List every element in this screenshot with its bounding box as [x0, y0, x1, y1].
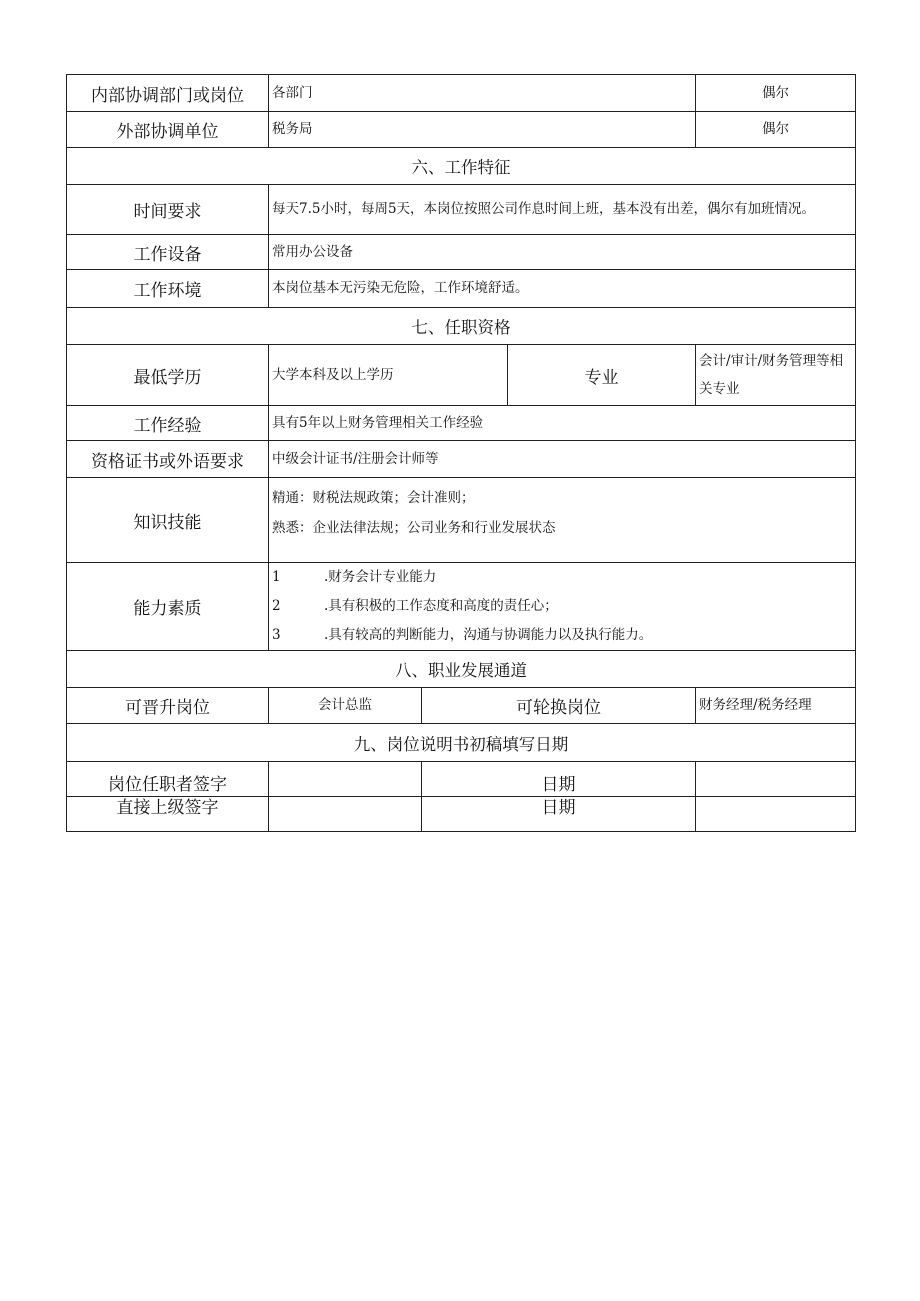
holder-date-label: 日期 — [422, 762, 696, 797]
ability-item-number: 1 — [272, 569, 281, 585]
external-coordination-row — [67, 112, 856, 148]
major-label: 专业 — [508, 345, 696, 406]
knowledge-skills-value — [269, 478, 856, 563]
ability-item — [272, 563, 852, 592]
ability-item-number: 3 — [272, 627, 281, 643]
supervisor-date-label: 日期 — [422, 797, 696, 832]
section-8-title: 八、职业发展通道 — [67, 651, 856, 688]
ability-label: 能力素质 — [67, 563, 269, 651]
internal-coordination-row — [67, 75, 856, 112]
holder-signature-row — [67, 762, 856, 797]
work-equipment-row — [67, 235, 856, 270]
supervisor-signature-row — [67, 797, 856, 832]
work-equipment-label: 工作设备 — [67, 235, 269, 270]
external-coordination-label: 外部协调单位 — [67, 112, 269, 148]
form-table — [66, 74, 856, 832]
rotation-position-value: 财务经理/税务经理 — [696, 688, 856, 724]
skill-line-proficient: 精通：财税法规政策；会计准则； — [272, 490, 475, 506]
internal-coordination-frequency: 偶尔 — [696, 75, 856, 112]
work-environment-label: 工作环境 — [67, 270, 269, 308]
ability-item-text: .具有积极的工作态度和高度的责任心； — [324, 598, 558, 614]
section-9-title: 九、岗位说明书初稿填写日期 — [67, 724, 856, 762]
section-8-header-row — [67, 651, 856, 688]
knowledge-skills-label: 知识技能 — [67, 478, 269, 563]
ability-list — [269, 563, 856, 651]
section-7-title: 七、任职资格 — [67, 308, 856, 345]
certificate-value: 中级会计证书/注册会计师等 — [269, 441, 856, 478]
skill-line-familiar: 熟悉：企业法律法规；公司业务和行业发展状态 — [272, 520, 556, 536]
ability-item-text: .具有较高的判断能力，沟通与协调能力以及执行能力。 — [324, 627, 653, 643]
ability-item — [272, 621, 852, 650]
section-9-header-row — [67, 724, 856, 762]
job-description-form — [66, 74, 855, 832]
section-6-header-row — [67, 148, 856, 185]
work-environment-row — [67, 270, 856, 308]
work-experience-value: 具有5年以上财务管理相关工作经验 — [269, 406, 856, 441]
holder-signature-field[interactable] — [269, 762, 422, 797]
promotion-position-label: 可晋升岗位 — [67, 688, 269, 724]
min-education-label: 最低学历 — [67, 345, 269, 406]
certificate-label: 资格证书或外语要求 — [67, 441, 269, 478]
section-7-header-row — [67, 308, 856, 345]
knowledge-skills-row — [67, 478, 856, 563]
internal-coordination-value: 各部门 — [269, 75, 696, 112]
certificate-row — [67, 441, 856, 478]
ability-item — [272, 592, 852, 621]
work-experience-label: 工作经验 — [67, 406, 269, 441]
promotion-position-value: 会计总监 — [269, 688, 422, 724]
holder-signature-label: 岗位任职者签字 — [67, 762, 269, 797]
career-path-row — [67, 688, 856, 724]
external-coordination-value: 税务局 — [269, 112, 696, 148]
major-value: 会计/审计/财务管理等相关专业 — [696, 345, 856, 406]
external-coordination-frequency: 偶尔 — [696, 112, 856, 148]
supervisor-signature-label: 直接上级签字 — [67, 797, 269, 832]
min-education-value: 大学本科及以上学历 — [269, 345, 508, 406]
work-environment-value: 本岗位基本无污染无危险，工作环境舒适。 — [269, 270, 856, 308]
internal-coordination-label: 内部协调部门或岗位 — [67, 75, 269, 112]
rotation-position-label: 可轮换岗位 — [422, 688, 696, 724]
ability-row — [67, 563, 856, 651]
time-requirement-label: 时间要求 — [67, 185, 269, 235]
ability-item-number: 2 — [272, 598, 281, 614]
ability-item-text: .财务会计专业能力 — [324, 569, 437, 585]
work-experience-row — [67, 406, 856, 441]
supervisor-date-field[interactable] — [696, 797, 856, 832]
work-equipment-value: 常用办公设备 — [269, 235, 856, 270]
time-requirement-value: 每天7.5小时，每周5天，本岗位按照公司作息时间上班，基本没有出差，偶尔有加班情况。 — [269, 185, 856, 235]
holder-date-field[interactable] — [696, 762, 856, 797]
section-6-title: 六、工作特征 — [67, 148, 856, 185]
education-row — [67, 345, 856, 406]
time-requirement-row — [67, 185, 856, 235]
supervisor-signature-field[interactable] — [269, 797, 422, 832]
